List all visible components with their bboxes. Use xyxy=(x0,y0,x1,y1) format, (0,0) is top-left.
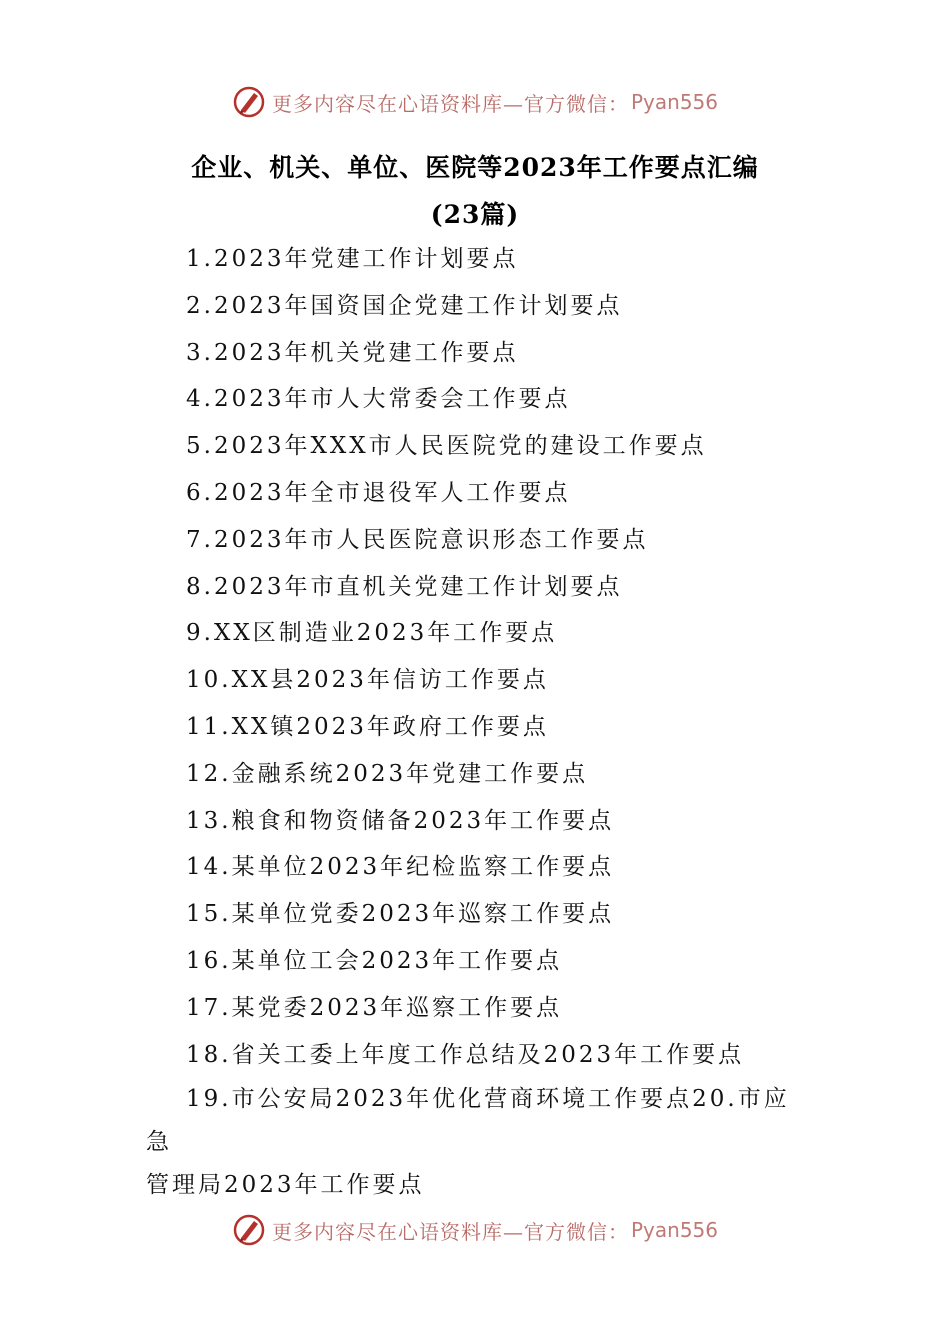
pen-logo-icon xyxy=(232,1213,266,1247)
toc-item: 6.2023年全市退役军人工作要点 xyxy=(186,479,571,506)
toc-item: 7.2023年市人民医院意识形态工作要点 xyxy=(186,526,649,553)
toc-item: 17.某党委2023年巡察工作要点 xyxy=(186,994,563,1021)
banner-text: 更多内容尽在心语资料库—官方微信： xyxy=(271,1219,629,1244)
toc-item: 8.2023年市直机关党建工作计划要点 xyxy=(186,573,623,600)
toc-item: 1.2023年党建工作计划要点 xyxy=(186,246,519,272)
toc-item: 18.省关工委上年度工作总结及2023年工作要点 xyxy=(186,1041,745,1068)
toc-item: 3.2023年机关党建工作要点 xyxy=(186,339,519,366)
pen-logo-icon xyxy=(232,85,266,119)
toc-item-line: 19.市公安局2023年优化营商环境工作要点20.市应急 xyxy=(146,1086,790,1155)
toc-item: 14.某单位2023年纪检监察工作要点 xyxy=(186,854,615,881)
toc-item: 5.2023年XXX市人民医院党的建设工作要点 xyxy=(186,433,707,460)
toc-item: 12.金融系统2023年党建工作要点 xyxy=(186,760,589,787)
toc-item: 10.XX县2023年信访工作要点 xyxy=(186,667,549,694)
toc-item: 9.XX区制造业2023年工作要点 xyxy=(186,620,558,647)
banner-handle: Pyan556 xyxy=(630,90,718,114)
toc-item-line: 管理局2023年工作要点 xyxy=(146,1172,425,1198)
document-subtitle: (23篇) xyxy=(430,200,520,229)
toc-item: 4.2023年市人大常委会工作要点 xyxy=(186,386,571,413)
toc-item: 2.2023年国资国企党建工作计划要点 xyxy=(186,292,623,319)
toc-list xyxy=(186,236,826,1078)
toc-item: 11.XX镇2023年政府工作要点 xyxy=(186,713,549,740)
document-title: 企业、机关、单位、医院等2023年工作要点汇编 xyxy=(191,153,759,182)
toc-item-wrapped xyxy=(146,1078,806,1207)
header-banner xyxy=(0,82,950,122)
toc-item: 13.粮食和物资储备2023年工作要点 xyxy=(186,807,615,834)
toc-item: 15.某单位党委2023年巡察工作要点 xyxy=(186,901,615,928)
footer-banner xyxy=(0,1210,950,1250)
toc-item: 16.某单位工会2023年工作要点 xyxy=(186,947,563,974)
banner-text: 更多内容尽在心语资料库—官方微信： xyxy=(271,91,629,116)
banner-handle: Pyan556 xyxy=(630,1218,718,1242)
